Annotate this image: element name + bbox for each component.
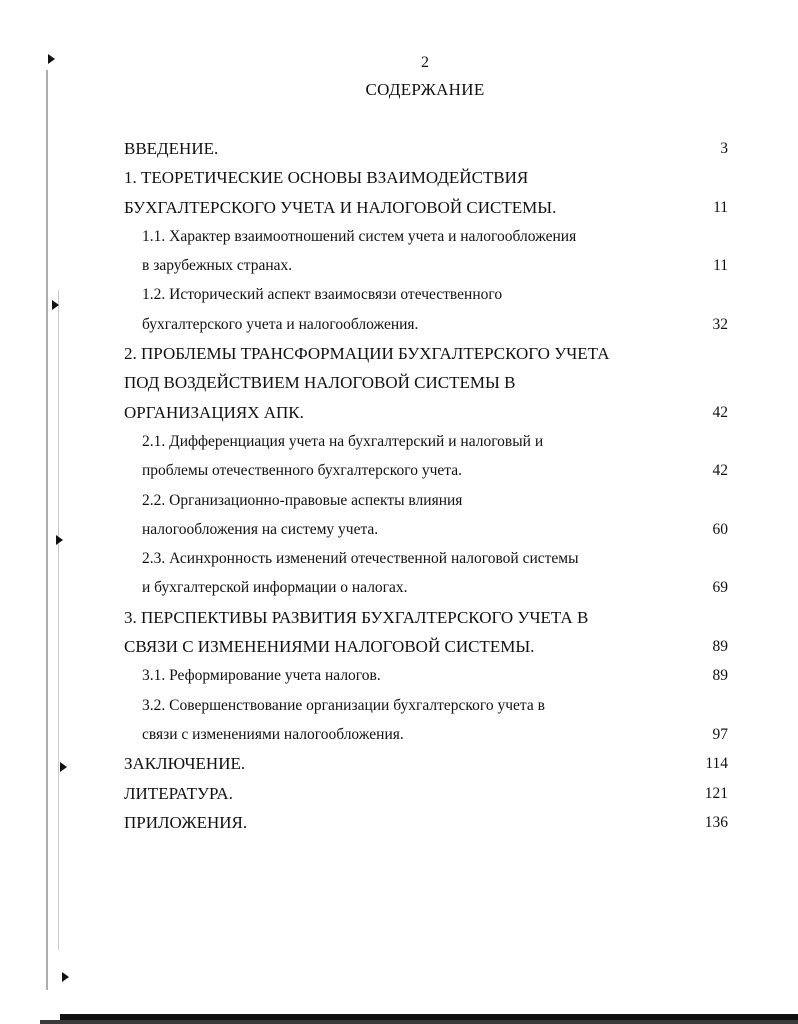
toc-entry [124, 573, 728, 602]
toc-entry [124, 691, 728, 720]
toc-entry-text: 3.2. Совершенствование организации бухгалтерского учета в [142, 696, 545, 714]
toc-entry [124, 515, 728, 544]
toc-entry-text: в зарубежных странах. [142, 257, 293, 275]
toc-entry [124, 456, 728, 485]
toc-entry-text: БУХГАЛТЕРСКОГО УЧЕТА И НАЛОГОВОЙ СИСТЕМЫ. [124, 197, 557, 217]
toc-entry-page: 42 [712, 403, 728, 421]
toc-entry [124, 222, 728, 251]
toc-entry-text: налогообложения на систему учета. [142, 520, 379, 538]
binding-mark-icon [62, 972, 69, 982]
toc-entry [124, 193, 728, 222]
toc-entry-page: 89 [712, 638, 728, 656]
scan-margin-line-secondary [58, 290, 59, 950]
toc-entry-page: 42 [712, 462, 728, 480]
table-of-contents [124, 134, 728, 837]
toc-entry-text: 3.1. Реформирование учета налогов. [142, 667, 381, 685]
toc-entry-text: связи с изменениями налогообложения. [142, 725, 404, 743]
toc-entry [124, 251, 728, 280]
toc-entry [124, 808, 728, 837]
toc-entry [124, 720, 728, 749]
toc-entry-text: 3. ПЕРСПЕКТИВЫ РАЗВИТИЯ БУХГАЛТЕРСКОГО УЧЕТА В [124, 607, 589, 627]
toc-entry [124, 280, 728, 309]
scan-margin-line [46, 70, 48, 990]
toc-entry [124, 749, 728, 778]
toc-entry [124, 398, 728, 427]
toc-entry-page: 136 [704, 813, 728, 831]
toc-entry-text: ПОД ВОЗДЕЙСТВИЕМ НАЛОГОВОЙ СИСТЕМЫ В [124, 373, 516, 393]
binding-mark-icon [60, 762, 67, 772]
toc-entry-text: 2.1. Дифференциация учета на бухгалтерский и налоговый и [142, 432, 544, 450]
toc-entry-page: 11 [713, 198, 728, 216]
toc-entry [124, 163, 728, 192]
toc-entry-text: 1.1. Характер взаимоотношений систем учета и налогообложения [142, 227, 577, 245]
toc-entry-text: 1. ТЕОРЕТИЧЕСКИЕ ОСНОВЫ ВЗАИМОДЕЙСТВИЯ [124, 168, 529, 188]
toc-entry-text: ВВЕДЕНИЕ. [124, 139, 219, 158]
toc-entry [124, 368, 728, 397]
toc-entry [124, 603, 728, 632]
toc-entry-page: 97 [712, 725, 728, 743]
toc-entry-page: 3 [720, 140, 728, 157]
toc-entry [124, 632, 728, 661]
toc-entry [124, 427, 728, 456]
scan-bottom-edge-shadow [40, 1020, 798, 1024]
toc-entry-text: ЛИТЕРАТУРА. [124, 783, 233, 803]
toc-entry [124, 544, 728, 573]
toc-entry-page: 114 [705, 755, 728, 773]
toc-entry-text: ПРИЛОЖЕНИЯ. [124, 812, 248, 832]
toc-entry-text: и бухгалтерской информации о налогах. [142, 579, 408, 597]
toc-entry [124, 339, 728, 368]
binding-mark-icon [56, 535, 63, 545]
toc-entry-page: 11 [713, 257, 728, 275]
toc-entry-text: проблемы отечественного бухгалтерского учета. [142, 462, 462, 480]
toc-entry-text: 2.3. Асинхронность изменений отечественной налоговой системы [142, 550, 579, 568]
toc-entry-text: СВЯЗИ С ИЗМЕНЕНИЯМИ НАЛОГОВОЙ СИСТЕМЫ. [124, 637, 535, 657]
page-title: СОДЕРЖАНИЕ [365, 80, 485, 99]
toc-entry-text: 1.2. Исторический аспект взаимосвязи отечественного [142, 286, 503, 304]
toc-entry-page: 69 [712, 579, 728, 597]
toc-entry [124, 310, 728, 339]
page-number: 2 [421, 54, 429, 71]
toc-entry [124, 661, 728, 690]
toc-entry-page: 60 [712, 520, 728, 538]
toc-entry-text: 2. ПРОБЛЕМЫ ТРАНСФОРМАЦИИ БУХГАЛТЕРСКОГО УЧЕТА [124, 344, 610, 364]
toc-entry-text: ОРГАНИЗАЦИЯХ АПК. [124, 402, 304, 422]
toc-entry [124, 486, 728, 515]
toc-entry-page: 32 [712, 315, 728, 333]
toc-entry-text: бухгалтерского учета и налогообложения. [142, 315, 419, 333]
toc-entry [124, 779, 728, 808]
toc-entry-page: 121 [704, 784, 728, 802]
toc-entry-page: 89 [712, 667, 728, 685]
toc-entry [124, 134, 728, 163]
toc-entry-text: ЗАКЛЮЧЕНИЕ. [124, 754, 246, 774]
toc-entry-text: 2.2. Организационно-правовые аспекты влияния [142, 491, 463, 509]
